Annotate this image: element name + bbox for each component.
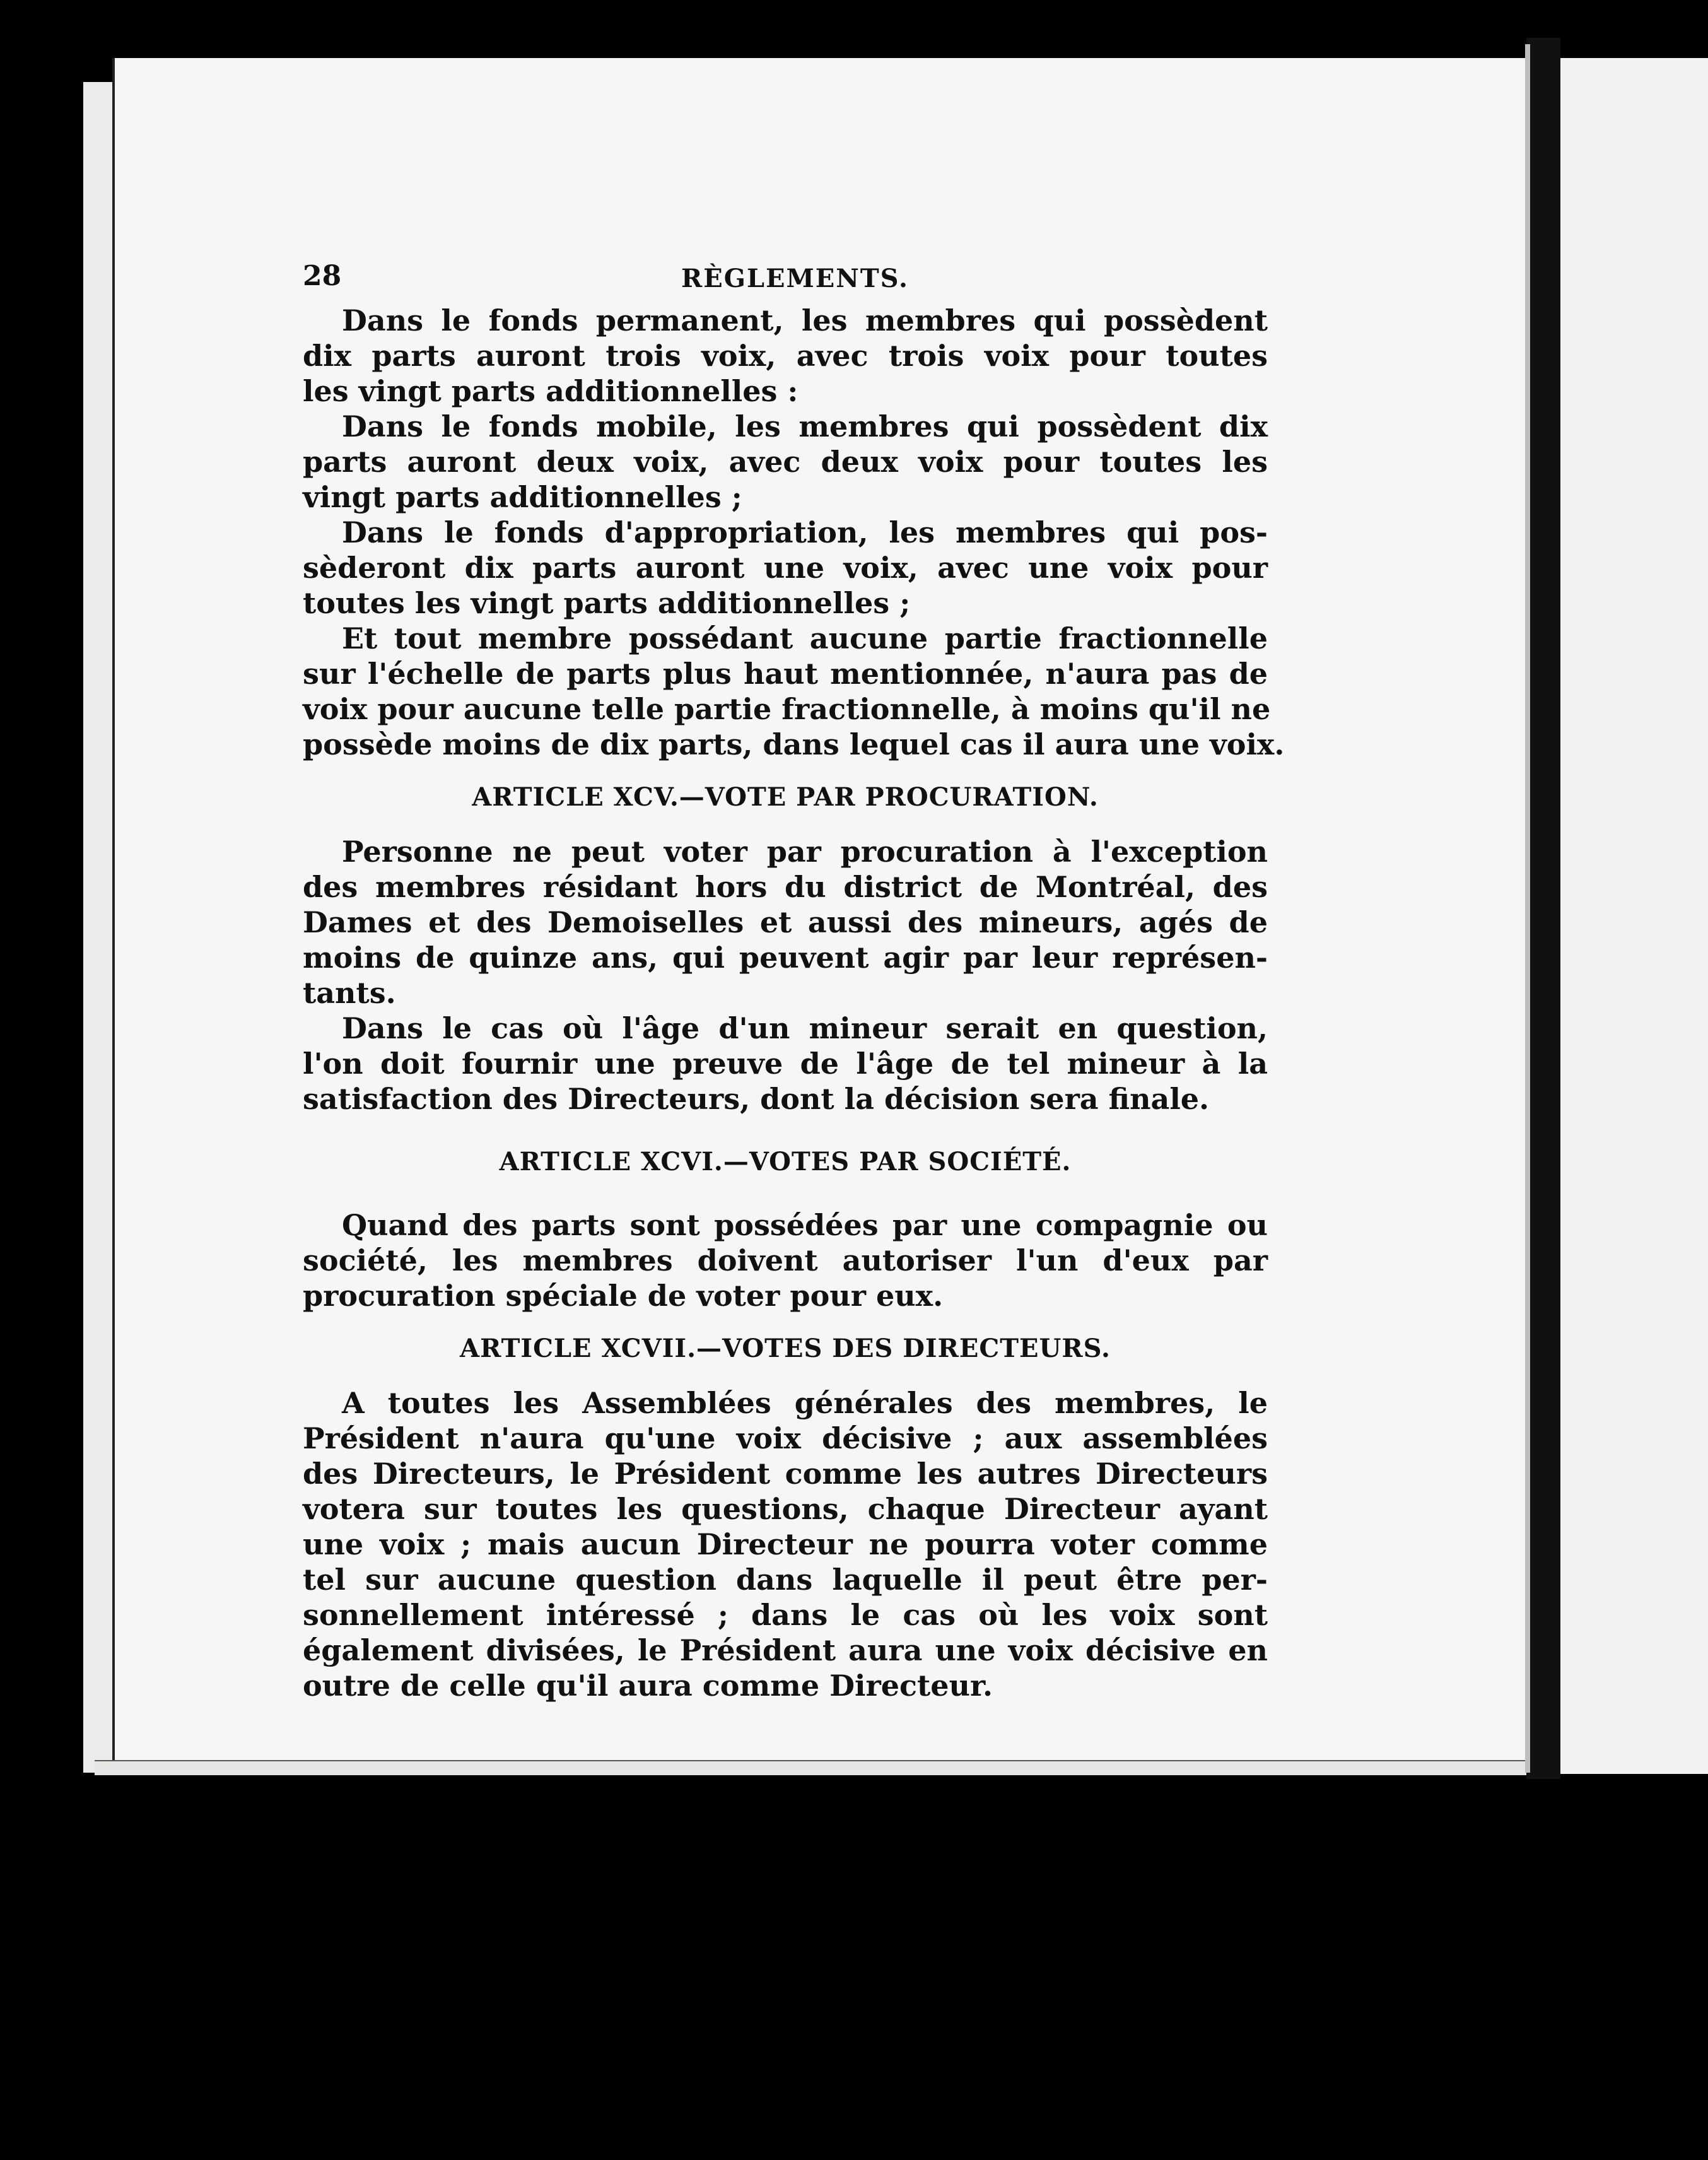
text-line: tel sur aucune question dans laquelle il peut être per- bbox=[303, 1563, 1268, 1597]
text-line: sur l'échelle de parts plus haut mentionnée, n'aura pas de bbox=[303, 657, 1268, 691]
text-line: Et tout membre possédant aucune partie fractionnelle bbox=[342, 621, 1268, 655]
text-line: voix pour aucune telle partie fractionnelle, à moins qu'il ne bbox=[303, 692, 1271, 726]
text-line: Dames et des Demoiselles et aussi des mineurs, agés de bbox=[303, 905, 1268, 939]
section-voting-shares bbox=[303, 303, 1285, 762]
text-line: également divisées, le Président aura une voix décisive en bbox=[303, 1633, 1268, 1667]
text-line: dix parts auront trois voix, avec trois voix pour toutes bbox=[303, 339, 1268, 373]
page-number: 28 bbox=[303, 260, 342, 292]
book-gutter bbox=[1526, 38, 1560, 1779]
text-line: société, les membres doivent autoriser l'un d'eux par bbox=[303, 1243, 1268, 1277]
section-article-xcvi bbox=[303, 1207, 1268, 1313]
text-line: Dans le fonds d'appropriation, les membres qui pos- bbox=[342, 515, 1268, 549]
text-line: moins de quinze ans, qui peuvent agir par leur représen- bbox=[303, 941, 1268, 975]
facing-page-sliver bbox=[1560, 58, 1708, 1774]
page-text-block bbox=[303, 259, 1285, 1703]
text-line: toutes les vingt parts additionnelles ; bbox=[303, 586, 911, 620]
text-line: satisfaction des Directeurs, dont la décision sera finale. bbox=[303, 1082, 1210, 1116]
text-line: parts auront deux voix, avec deux voix pour toutes les bbox=[303, 445, 1268, 479]
gutter-highlight bbox=[1525, 44, 1530, 1773]
text-line: sonnellement intéressé ; dans le cas où les voix sont bbox=[303, 1598, 1268, 1632]
running-head bbox=[303, 259, 1268, 303]
heading-article-xcvii: ARTICLE XCVII.—VOTES DES DIRECTEURS. bbox=[460, 1334, 1111, 1363]
text-line: procuration spéciale de voter pour eux. bbox=[303, 1279, 944, 1313]
text-line: Dans le cas où l'âge d'un mineur serait en question, bbox=[342, 1011, 1268, 1045]
heading-article-xcv: ARTICLE XCV.—VOTE PAR PROCURATION. bbox=[472, 782, 1099, 812]
page-bottom-edge bbox=[95, 1760, 1526, 1775]
text-line: possède moins de dix parts, dans lequel cas il aura une voix. bbox=[303, 727, 1285, 761]
paragraph bbox=[303, 1011, 1268, 1117]
section-article-xcv bbox=[303, 834, 1268, 1117]
text-line: outre de celle qu'il aura comme Directeur. bbox=[303, 1669, 993, 1703]
text-line: Quand des parts sont possédées par une compagnie ou bbox=[342, 1208, 1268, 1242]
text-line: Personne ne peut voter par procuration à l'exception bbox=[342, 835, 1268, 869]
paragraph bbox=[303, 409, 1268, 515]
text-line: l'on doit fournir une preuve de l'âge de tel mineur à la bbox=[303, 1047, 1268, 1081]
paragraph bbox=[303, 303, 1268, 409]
paragraph bbox=[303, 621, 1285, 762]
text-line: Président n'aura qu'une voix décisive ; aux assemblées bbox=[303, 1421, 1268, 1455]
running-head-title: RÈGLEMENTS. bbox=[681, 264, 909, 293]
paragraph bbox=[303, 1385, 1268, 1703]
text-line: A toutes les Assemblées générales des membres, le bbox=[342, 1386, 1268, 1420]
paragraph bbox=[303, 834, 1268, 1011]
text-line: tants. bbox=[303, 976, 396, 1010]
text-line: sèderont dix parts auront une voix, avec une voix pour bbox=[303, 551, 1268, 585]
text-line: des membres résidant hors du district de Montréal, des bbox=[303, 870, 1268, 904]
text-line: les vingt parts additionnelles : bbox=[303, 374, 798, 408]
text-line: votera sur toutes les questions, chaque Directeur ayant bbox=[303, 1492, 1268, 1526]
heading-article-xcvi: ARTICLE XCVI.—VOTES PAR SOCIÉTÉ. bbox=[499, 1147, 1072, 1177]
text-line: Dans le fonds mobile, les membres qui possèdent dix bbox=[342, 409, 1268, 443]
text-line: vingt parts additionnelles ; bbox=[303, 480, 742, 514]
text-line: des Directeurs, le Président comme les autres Directeurs bbox=[303, 1457, 1268, 1491]
paragraph bbox=[303, 1207, 1268, 1313]
section-article-xcvii bbox=[303, 1385, 1268, 1703]
text-line: une voix ; mais aucun Directeur ne pourra voter comme bbox=[303, 1527, 1268, 1561]
text-line: Dans le fonds permanent, les membres qui possèdent bbox=[342, 303, 1268, 338]
paragraph bbox=[303, 515, 1268, 621]
